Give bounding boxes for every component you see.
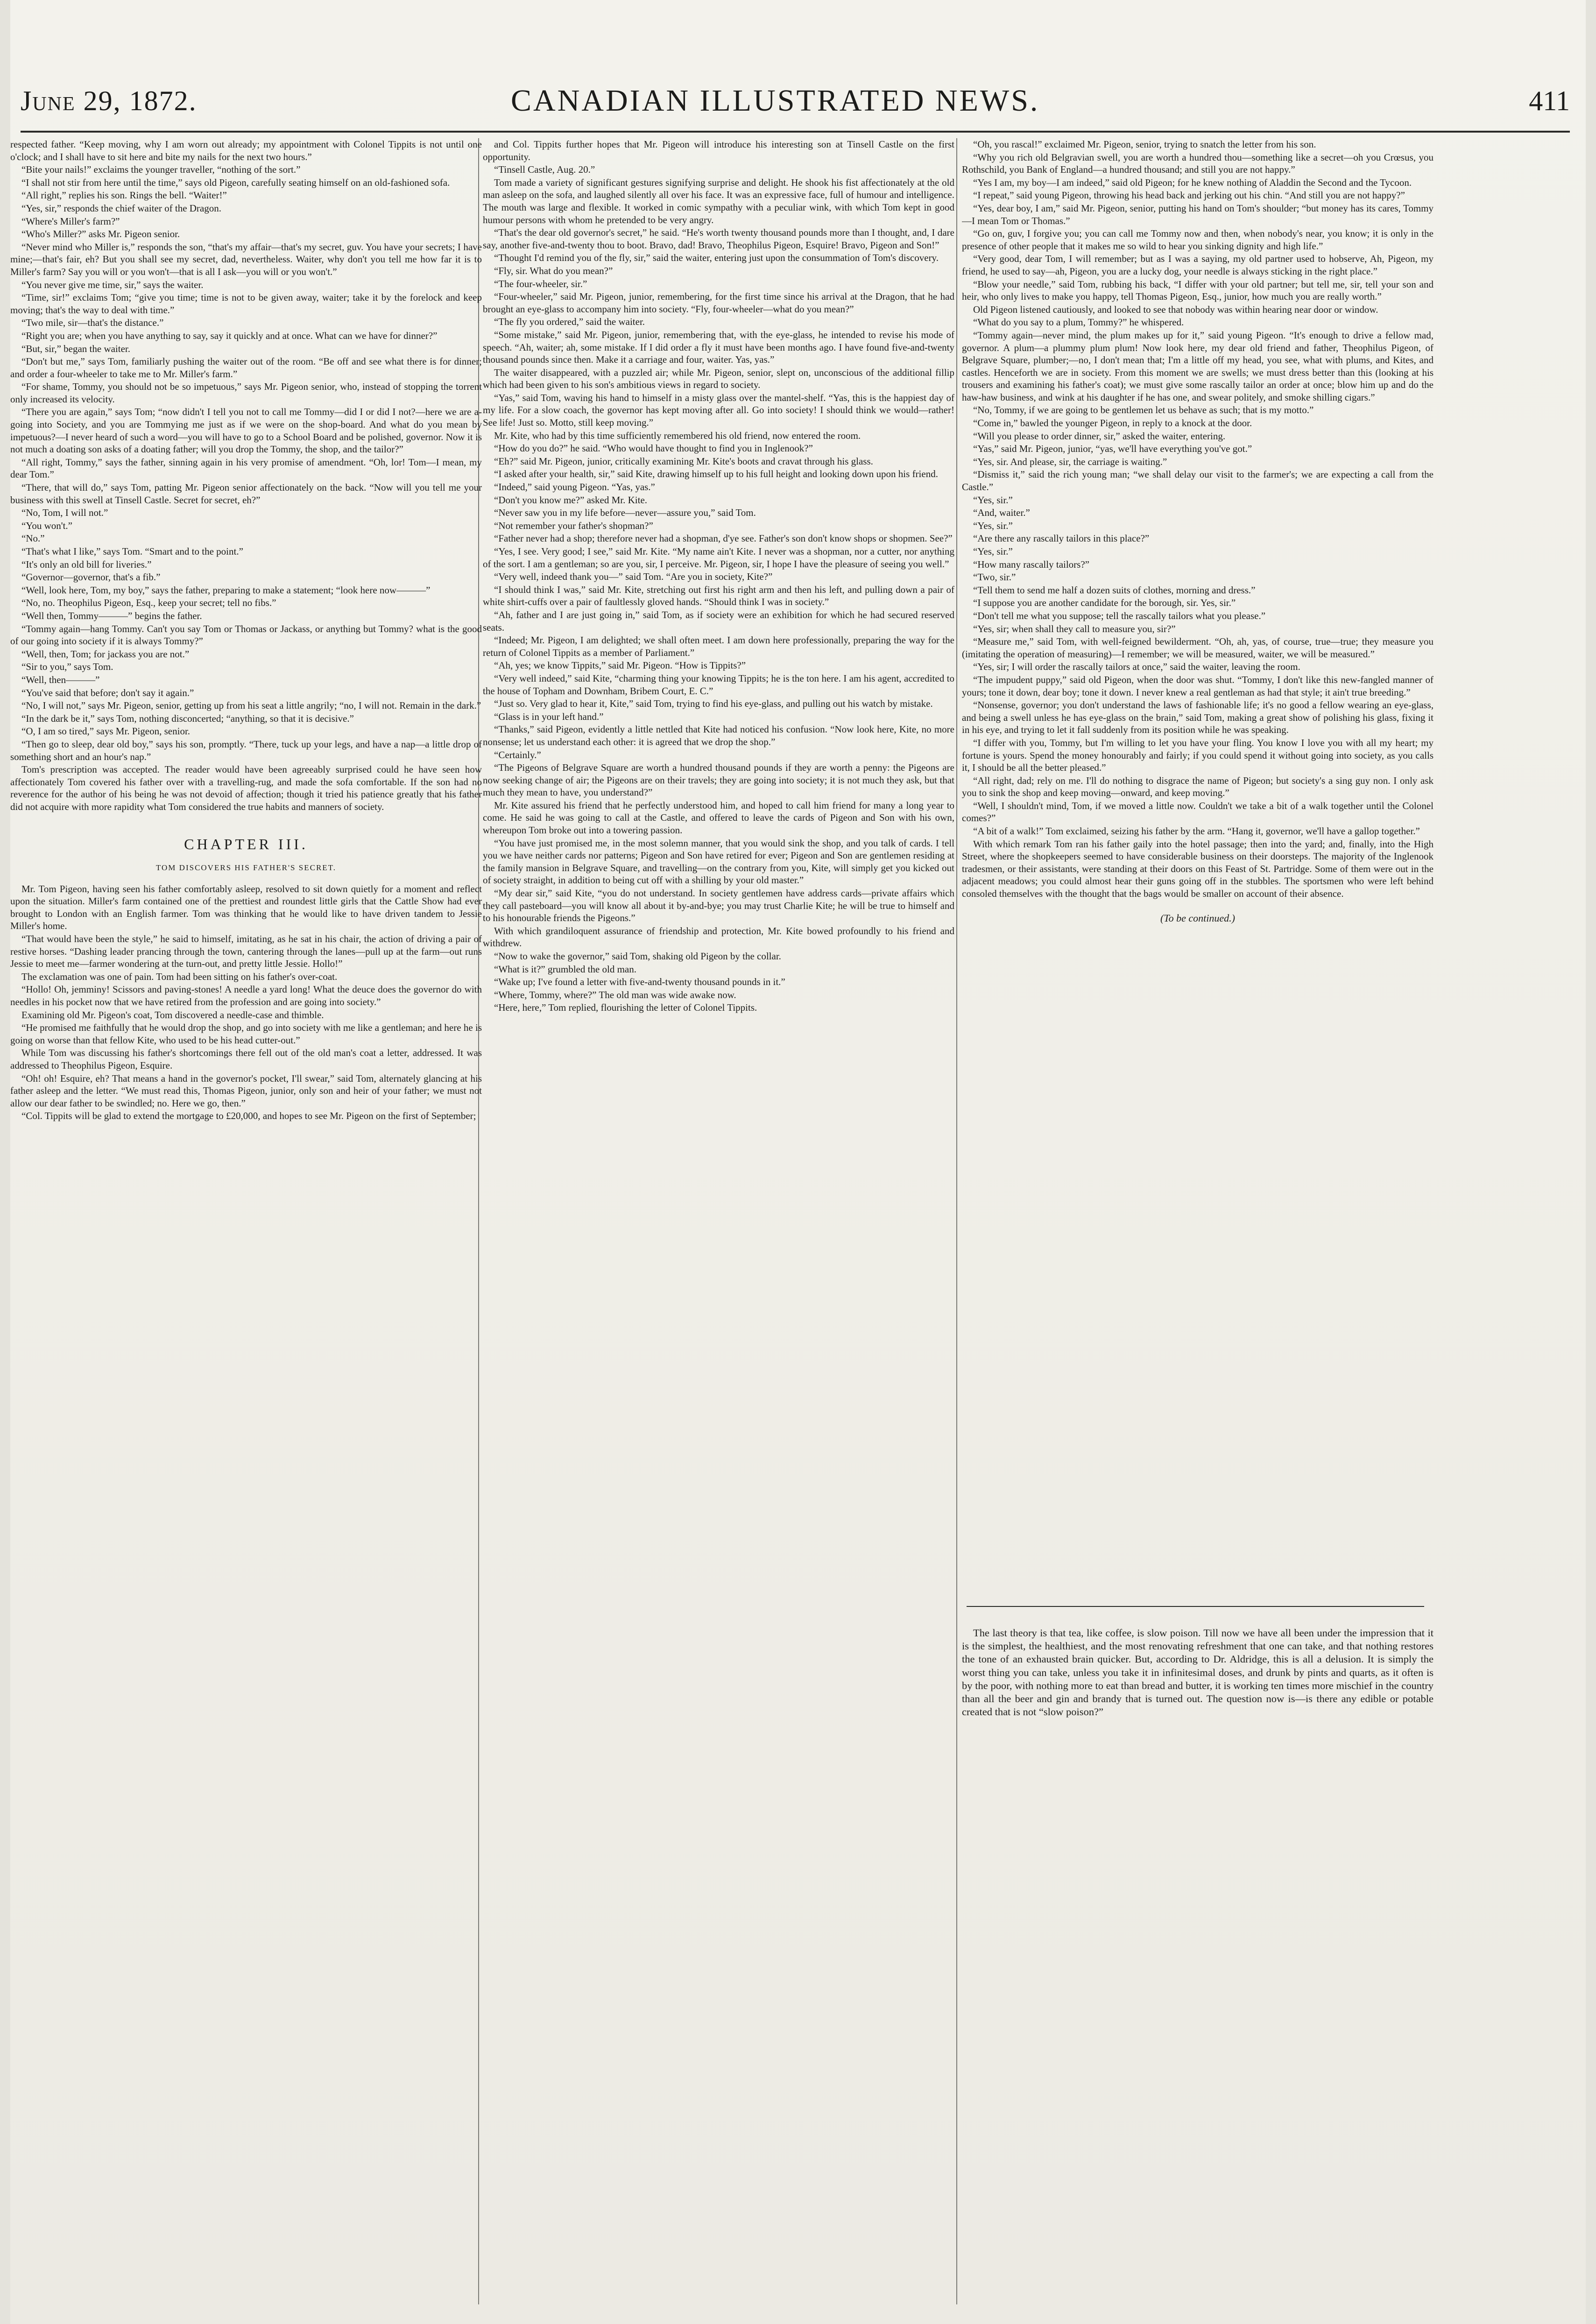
story-paragraph: “I asked after your health, sir,” said Kite, drawing himself up to his full height and looking down upon his friend. — [494, 468, 938, 480]
story-paragraph: “Just so. Very glad to hear it, Kite,” said Tom, trying to find his eye-glass, and pulling out his watch by mistake. — [494, 698, 933, 710]
story-paragraph: With which grandiloquent assurance of friendship and protection, Mr. Kite bowed profoundly to his friend and withdrew. — [483, 925, 954, 949]
story-paragraph: “Very well indeed,” said Kite, “charming thing your knowing Tippits; he is the ton here. I am his agent, accredited to the house of Topham and Downham, Bribem Court, E. C.” — [483, 672, 954, 697]
story-paragraph: “Hollo! Oh, jemminy! Scissors and paving-stones! A needle a yard long! What the deuce does the governor do with needles in his pocket now that we have retired from the profession and are going into society.” — [10, 984, 482, 1007]
header-rule — [21, 131, 1570, 133]
story-paragraph: “I should think I was,” said Mr. Kite, stretching out first his right arm and then his left, and pulling down a pair of white shirt-cuffs over a pair of faultlessly gloved hands. “Should think I was in society.” — [483, 584, 954, 608]
story-paragraph: “Well then, Tommy———” begins the father. — [21, 610, 202, 621]
story-paragraph: “But, sir,” began the waiter. — [21, 343, 130, 354]
story-paragraph: “It's only an old bill for liveries.” — [21, 558, 152, 570]
story-paragraph: “Yes, sir; when shall they call to measure you, sir?” — [973, 623, 1176, 634]
column-1 — [10, 138, 482, 2304]
story-paragraph: “Come in,” bawled the younger Pigeon, in reply to a knock at the door. — [973, 417, 1252, 429]
column-2 — [483, 138, 954, 2304]
story-paragraph: “I shall not stir from here until the time,” says old Pigeon, carefully seating himself on an old-fashioned sofa. — [21, 176, 450, 188]
story-paragraph: “Never mind who Miller is,” responds the son, “that's my affair—that's my secret, guv. You have your secrets; I have mine;—that's fair, eh? But you shall see my secret, dad, nevertheless. Waiter, why don't you tell me how far it is to Miller's farm? Say you will or you won't—that is all I ask—you will or you won't.” — [10, 241, 482, 277]
story-paragraph: “O, I am so tired,” says Mr. Pigeon, senior. — [21, 725, 191, 737]
story-paragraph: “Yes, dear boy, I am,” said Mr. Pigeon, senior, putting his hand on Tom's shoulder; “but money has its cares, Tommy—I mean Tom or Thomas.” — [962, 202, 1434, 226]
story-paragraph: “Oh, you rascal!” exclaimed Mr. Pigeon, senior, trying to snatch the letter from his son. — [973, 139, 1316, 150]
story-paragraph: “There, that will do,” says Tom, patting Mr. Pigeon senior affectionately on the back. “Now will you tell me your business with this swell at Tinsell Castle. Secret for secret, eh?” — [10, 482, 482, 506]
story-paragraph: “I differ with you, Tommy, but I'm willing to let you have your fling. You know I love you with all my heart; my fortune is yours. Spend the money honourably and fairly; if you could spend it without going into society, as you calls it, I should be all the better pleased.” — [962, 737, 1434, 774]
story-paragraph: “That would have been the style,” he said to himself, imitating, as he sat in his chair, the action of driving a pair of restive horses. “Dashing leader prancing through the town, cantering through the lanes—pull up at the farm—out runs Jessie to meet me—farmer wondering at the turn-out, and pretty little Jessie. Hollo!” — [10, 933, 482, 970]
story-paragraph: “What is it?” grumbled the old man. — [494, 963, 636, 975]
story-paragraph-list — [10, 138, 482, 813]
column-divider — [956, 138, 957, 2304]
story-paragraph: “Not remember your father's shopman?” — [494, 520, 653, 531]
story-paragraph: “Well, look here, Tom, my boy,” says the father, preparing to make a statement; “look here now———” — [21, 584, 431, 596]
story-paragraph: “Yes I am, my boy—I am indeed,” said old Pigeon; for he knew nothing of Aladdin the Second and the Tycoon. — [973, 176, 1412, 188]
story-paragraph: “The four-wheeler, sir.” — [494, 278, 587, 289]
story-paragraph: “Measure me,” said Tom, with well-feigned bewilderment. “Oh, ah, yas, of course, true—true; they measure you (imitating the operation of measuring)—I remember; we will be measured, waiter, we will be measured.” — [962, 636, 1434, 660]
story-paragraph: “Yes, sir.” — [973, 494, 1013, 506]
story-paragraph: “Yes, sir.” — [973, 546, 1013, 557]
story-paragraph: “Oh! oh! Esquire, eh? That means a hand in the governor's pocket, I'll swear,” said Tom, alternately glancing at his father asleep and the letter. “We must read this, Thomas Pigeon, junior, only son and heir of your father; we must not allow our dear father to be swindled; no. Here we go, then.” — [10, 1072, 482, 1109]
story-paragraph: “Right you are; when you have anything to say, say it quickly and at once. What can we have for dinner?” — [21, 330, 438, 341]
right-page-edge — [1586, 0, 1596, 2324]
story-paragraph: and Col. Tippits further hopes that Mr. Pigeon will introduce his interesting son at Tinsell Castle on the first opportunity. — [483, 139, 954, 162]
story-paragraph: “No, no. Theophilus Pigeon, Esq., keep your secret; tell no fibs.” — [21, 597, 276, 609]
page-header — [21, 78, 1570, 123]
tea-article — [962, 1627, 1434, 2205]
story-paragraph: “Don't but me,” says Tom, familiarly pushing the waiter out of the room. “Be off and see what there is for dinner; and order a four-wheeler to take me to Mr. Miller's farm.” — [10, 356, 482, 380]
story-paragraph: “Father never had a shop; therefore never had a shopman, d'ye see. Father's son don't know shops or shopmen. See?” — [494, 533, 953, 544]
story-paragraph: Mr. Kite, who had by this time sufficiently remembered his old friend, now entered the room. — [494, 430, 861, 441]
story-paragraph: “Go on, guv, I forgive you; you can call me Tommy now and then, when nobody's near, you know; it is only in the presence of other people that it makes me so wild to hear you sinking dignity and high life.” — [962, 228, 1434, 252]
story-paragraph: “Here, here,” Tom replied, flourishing the letter of Colonel Tippits. — [494, 1002, 757, 1014]
story-paragraph: “Tommy again—hang Tommy. Can't you say Tom or Thomas or Jackass, or anything but Tommy? what is the good of our going into society if it is always Tommy?” — [10, 623, 482, 647]
story-paragraph: “No, I will not,” says Mr. Pigeon, senior, getting up from his seat a little angrily; “no, I will not. Remain in the dark.” — [21, 700, 481, 711]
story-paragraph: “Yes, I see. Very good; I see,” said Mr. Kite. “My name ain't Kite. I never was a shopman, nor a cutter, nor anything of the sort. I am a gentleman; so are you, sir, I perceive. Mr. Pigeon, sir, I hope I have the pleasure of seeing you well.” — [483, 546, 954, 570]
story-paragraph: “The fly you ordered,” said the waiter. — [494, 316, 645, 328]
story-paragraph: With which remark Tom ran his father gaily into the hotel passage; then into the yard; and, finally, into the High Street, where the shopkeepers seemed to have considerable business on their doorsteps. The majority of the Inglenook tradesmen, or their assistants, were standing at their doors on this Feast of St. Partridge. Some of them were out in the adjacent meadows; you could almost hear their guns going off in the stubbles. The sportsmen who were left behind consoled themselves with the thought that the bags would be smaller on account of their absence. — [962, 838, 1434, 900]
story-paragraph: The waiter disappeared, with a puzzled air; while Mr. Pigeon, senior, slept on, unconscious of the additional fillip which had been given to his son's ambitious views in regard to society. — [483, 366, 954, 391]
story-paragraph: “In the dark be it,” says Tom, nothing disconcerted; “anything, so that it is decisive.” — [21, 712, 354, 724]
story-paragraph: “Time, sir!” exclaims Tom; “give you time; time is not to be given away, waiter; take it by the forelock and keep moving; that's the way to deal with time.” — [10, 292, 482, 316]
chapter-subheading: TOM DISCOVERS HIS FATHER'S SECRET. — [155, 863, 337, 873]
story-paragraph: “That's the dear old governor's secret,” he said. “He's worth twenty thousand pounds more than I thought, and, I dare say, another five-and-twenty thou to boot. Bravo, dad! Bravo, Theophilus Pigeon, Esquire! Bravo, Pigeon and Son!” — [483, 227, 954, 251]
story-paragraph: “Yes, sir,” responds the chief waiter of the Dragon. — [21, 202, 221, 214]
story-paragraph: “Some mistake,” said Mr. Pigeon, junior, remembering that, with the eye-glass, he intended to revise his mode of speech. “Ah, waiter; ah, some mistake. If I did order a fly it must have been months ago. I have found five-and-twenty thousand pounds since then. Make it a carriage and four, waiter. Yas, yas.” — [483, 329, 954, 366]
story-paragraph: “Governor—governor, that's a fib.” — [21, 571, 161, 583]
story-paragraph: “No, Tommy, if we are going to be gentlemen let us behave as such; that is my motto.” — [973, 404, 1314, 416]
story-paragraph: “Four-wheeler,” said Mr. Pigeon, junior, remembering, for the first time since his arrival at the Dragon, that he had brought an eye-glass to accompany him into society. “Fly, four-wheeler—what do you mean?” — [483, 291, 954, 315]
story-paragraph: “You won't.” — [21, 520, 72, 531]
story-paragraph: “Will you please to order dinner, sir,” asked the waiter, entering. — [973, 430, 1226, 442]
story-paragraph: “All right, dad; rely on me. I'll do nothing to disgrace the name of Pigeon; but society's a sing guy non. I only ask you to sink the shop and keep moving—onward, and keep moving.” — [962, 775, 1434, 799]
story-paragraph: “You never give me time, sir,” says the waiter. — [21, 279, 204, 290]
story-paragraph: “Glass is in your left hand.” — [494, 711, 604, 722]
story-paragraph: “Thought I'd remind you of the fly, sir,” said the waiter, entering just upon the consummation of Tom's discovery. — [494, 252, 939, 264]
story-paragraph: “Where's Miller's farm?” — [21, 215, 120, 227]
story-paragraph: “All right, Tommy,” says the father, sinning again in his very promise of amendment. “Oh, lor! Tom—I mean, my dear Tom.” — [10, 456, 482, 480]
story-paragraph: “He promised me faithfully that he would drop the shop, and go into society with me like a gentleman; and here he is going on worse than that fellow Kite, who used to be his head cutter-out.” — [10, 1022, 482, 1046]
story-paragraph: “Eh?” said Mr. Pigeon, junior, critically examining Mr. Kite's boots and cravat through his glass. — [494, 455, 873, 467]
story-paragraph: “How many rascally tailors?” — [973, 558, 1089, 570]
story-paragraph: Tom's prescription was accepted. The reader would have been agreeably surprised could he have seen how affectionately Tom covered his father over with a travelling-rug, and made the sofa comfortable. If the son had no reverence for the author of his being he was not devoid of affection; though it tried his patience greatly that his father did not acquire with more rapidity what Tom considered the true habits and manners of society. — [10, 764, 482, 812]
story-paragraph: “A bit of a walk!” Tom exclaimed, seizing his father by the arm. “Hang it, governor, we'll have a gallop together.” — [973, 825, 1420, 837]
story-paragraph: “Ah, yes; we know Tippits,” said Mr. Pigeon. “How is Tippits?” — [494, 660, 746, 671]
story-paragraph: “Indeed,” said young Pigeon. “Yas, yas.” — [494, 481, 655, 493]
story-paragraph: “Two mile, sir—that's the distance.” — [21, 317, 164, 329]
to-be-continued: (To be continued.) — [1160, 912, 1235, 924]
story-paragraph: “How do you do?” he said. “Who would have thought to find you in Inglenook?” — [494, 443, 813, 454]
page-number: 411 — [1529, 85, 1570, 116]
story-paragraph: “Never saw you in my life before—never—assure you,” said Tom. — [494, 507, 756, 519]
left-page-edge — [0, 0, 10, 2324]
story-paragraph: “Who's Miller?” asks Mr. Pigeon senior. — [21, 228, 180, 240]
story-paragraph: “Then go to sleep, dear old boy,” says his son, promptly. “There, tuck up your legs, and have a nap—a little drop of something short and an hour's nap.” — [10, 738, 482, 762]
story-paragraph: “Yes, sir. And please, sir, the carriage is waiting.” — [973, 456, 1167, 467]
story-paragraph: “Thanks,” said Pigeon, evidently a little nettled that Kite had noticed his confusion. “Now look here, Kite, no more nonsense; let us understand each other: it is agreed that we drop the shop.” — [483, 724, 954, 747]
story-paragraph-list — [483, 138, 954, 1014]
story-paragraph: “Two, sir.” — [973, 571, 1016, 583]
story-paragraph: “Yes, sir; I will order the rascally tailors at once,” said the waiter, leaving the room. — [973, 661, 1300, 673]
chapter-heading: CHAPTER III. — [184, 836, 308, 853]
story-paragraph: “Certainly.” — [494, 749, 541, 761]
story-paragraph: “There you are again,” says Tom; “now didn't I tell you not to call me Tommy—did I or did I not?—here we are a-going into Society, and you are Tommying me just as if we were on the shop-board. And what do you mean by impetuous?—I never heard of such a word—you will have to go to a School Board and be polished, governor. Now it is not much a doating son asks of a doating father; will you drop the Tommy, the shop, and the tailor?” — [10, 406, 482, 455]
story-paragraph-list — [962, 138, 1434, 900]
article-paragraph-list — [962, 1627, 1434, 1718]
story-paragraph: The exclamation was one of pain. Tom had been sitting on his father's over-coat. — [21, 971, 338, 982]
story-paragraph: “Indeed; Mr. Pigeon, I am delighted; we shall often meet. I am down here professionally, preparing the way for the return of Colonel Tippits as a member of Parliament.” — [483, 634, 954, 658]
story-paragraph: “Well, then, Tom; for jackass you are not.” — [21, 648, 190, 660]
story-paragraph: “Well, I shouldn't mind, Tom, if we moved a little now. Couldn't we take a bit of a walk together until the Colonel comes?” — [962, 800, 1434, 824]
story-paragraph: Tom made a variety of significant gestures signifying surprise and delight. He shook his fist affectionately at the old man asleep on the sofa, and laughed silently all over his face. It was an expressive face, full of humour and intelligence. The mouth was large and flexible. It worked in comic sympathy with a peculiar wink, with which Tom kept in good humour persons with whom he pretended to be very angry. — [483, 176, 954, 225]
issue-date: June 29, 1872. — [21, 85, 197, 116]
story-paragraph: “Don't you know me?” asked Mr. Kite. — [494, 494, 648, 506]
story-paragraph: “Fly, sir. What do you mean?” — [494, 265, 613, 276]
story-paragraph: Mr. Kite assured his friend that he perfectly understood him, and hoped to call him friend for many a long year to come. He said he was going to call at the Castle, and offered to leave the cards of Pigeon and Son with his own, whereupon Tom broke out into a towering passion. — [483, 799, 954, 836]
article-paragraph: The last theory is that tea, like coffee, is slow poison. Till now we have all been under the impression that it is the simplest, the healthiest, and the most renovating refreshment that one can take, and that nothing restores the tone of an exhausted brain quicker. But, according to Dr. Aldridge, this is all a delusion. It is simply the worst thing you can take, unless you take it in infinitesimal doses, and drunk by pints and quarts, as it often is by the poor, with nothing more to eat than bread and butter, it is working ten times more mischief in the country than all the beer and gin and brandy that is turned out. The question now is—is there any edible or potable created that is not “slow poison?” — [962, 1627, 1434, 1718]
story-paragraph-list — [10, 883, 482, 1122]
story-paragraph: “Nonsense, governor; you don't understand the laws of fashionable life; it's no good a fellow wearing an eye-glass, and being a swell unless he has eye-glass on the brain,” said Tom, making a great show of polishing his glass, fixing it in his eye, and trying to let it fall suddenly from its position while he was speaking. — [962, 699, 1434, 736]
story-paragraph: “Tommy again—never mind, the plum makes up for it,” said young Pigeon. “It's enough to drive a fellow mad, governor. A plum—a plummy plum plum! Now look here, my dear old friend and father, Theophilus Pigeon, of Belgrave Square, plumber;—no, I don't mean that; I'm a little off my head, you see, what with plums, and Kites, and castles. Henceforth we are in society. From this moment we are swells; we must dress better than this (looking at his trousers and examining his father's coat); we must give some rascally tailor an order at once; blow him up and do the haw-haw business, and wink at his daughter if he has one, and swear politely, and smoke shilling cigars.” — [962, 329, 1434, 403]
story-paragraph: “Are there any rascally tailors in this place?” — [973, 533, 1150, 544]
story-paragraph: “Ah, father and I are just going in,” said Tom, as if society were an exhibition for which he had secured reserved seats. — [483, 609, 954, 633]
story-paragraph: “No.” — [21, 533, 45, 544]
story-paragraph: “Yes, sir.” — [973, 520, 1013, 531]
story-paragraph: “Yas,” said Tom, waving his hand to himself in a misty glass over the mantel-shelf. “Yas, this is the happiest day of my life. For a slow coach, the governor has kept moving after all. Go into society! I should think we would—rather! See life! Just so. Motto, still keep moving.” — [483, 392, 954, 429]
story-paragraph: “Sir to you,” says Tom. — [21, 661, 113, 673]
story-paragraph: “And, waiter.” — [973, 507, 1030, 519]
story-paragraph: “Very good, dear Tom, I will remember; but as I was a saying, my old partner used to hobserve, Ah, Pigeon, my friend, he used to say—ah, Pigeon, you are a lucky dog, your needle is always sticking in the right place.” — [962, 253, 1434, 277]
story-paragraph: “Dismiss it,” said the rich young man; “we shall delay our visit to the farmer's; we are expecting a call from the Castle.” — [962, 469, 1434, 493]
story-paragraph: “That's what I like,” says Tom. “Smart and to the point.” — [21, 546, 243, 557]
story-paragraph: “Bite your nails!” exclaims the younger traveller, “nothing of the sort.” — [21, 164, 301, 176]
story-paragraph: “Wake up; I've found a letter with five-and-twenty thousand pounds in it.” — [494, 976, 785, 988]
story-paragraph: “Don't tell me what you suppose; tell the rascally tailors what you please.” — [973, 610, 1266, 621]
story-paragraph: “For shame, Tommy, you should not be so impetuous,” says Mr. Pigeon senior, who, instead of stopping the torrent only increased its velocity. — [10, 381, 482, 405]
story-paragraph: “No, Tom, I will not.” — [21, 507, 108, 519]
story-paragraph: “Yas,” said Mr. Pigeon, junior, “yas, we'll have everything you've got.” — [973, 443, 1252, 455]
story-paragraph: “You've said that before; don't say it again.” — [21, 687, 194, 698]
story-paragraph: Examining old Mr. Pigeon's coat, Tom discovered a needle-case and thimble. — [21, 1009, 324, 1021]
story-paragraph: “You have just promised me, in the most solemn manner, that you would sink the shop, and you talk of cards. I tell you we have neither cards nor patterns; Pigeon and Son have retired for ever; Pigeon and Son are gentlemen residing at the family mansion in Belgrave Square, and travelling—on the contrary from you, Kite, will simply get you kicked out of society straight, in addition to being cut off with a shilling by your old master.” — [483, 837, 954, 886]
story-paragraph: “I suppose you are another candidate for the borough, sir. Yes, sir.” — [973, 597, 1236, 609]
story-paragraph: “Blow your needle,” said Tom, rubbing his back, “I differ with your old partner; but tell me, sir, tell your son and heir, who only lives to make you happy, tell Thomas Pigeon, Esq., junior, how much you are really worth.” — [962, 278, 1434, 303]
story-paragraph: Old Pigeon listened cautiously, and looked to see that nobody was within hearing near door or window. — [973, 303, 1378, 315]
story-paragraph: “Where, Tommy, where?” The old man was wide awake now. — [494, 989, 736, 1000]
story-paragraph: “Tinsell Castle, Aug. 20.” — [494, 164, 595, 176]
story-paragraph: “What do you say to a plum, Tommy?” he whispered. — [973, 317, 1184, 328]
story-paragraph: “Tell them to send me half a dozen suits of clothes, morning and dress.” — [973, 584, 1256, 596]
story-paragraph: “Very well, indeed thank you—” said Tom. “Are you in society, Kite?” — [494, 571, 773, 583]
story-paragraph: “Well, then———” — [21, 674, 100, 685]
story-paragraph: “The Pigeons of Belgrave Square are worth a hundred thousand pounds if they are worth a penny: the Pigeons are now seeking change of air; the Pigeons are on their travels; they are going into society; it is not much they ask, but that much they mean to have, you understand?” — [483, 762, 954, 798]
story-paragraph: “Now to wake the governor,” said Tom, shaking old Pigeon by the collar. — [494, 951, 781, 962]
story-paragraph: “All right,” replies his son. Rings the bell. “Waiter!” — [21, 190, 227, 201]
story-paragraph: respected father. “Keep moving, why I am worn out already; my appointment with Colonel Tippits is not until one o'clock; and I shall have to sit here and bite my nails for the next two hours.” — [10, 139, 482, 162]
section-divider — [967, 1606, 1424, 1607]
story-paragraph: “The impudent puppy,” said old Pigeon, when the door was shut. “Tommy, I don't like this new-fangled manner of yours; tone it down, dear boy; tone it down. I never knew a real gentleman as had that style; it ain't true breeding.” — [962, 674, 1434, 698]
story-paragraph: “My dear sir,” said Kite, “you do not understand. In society gentlemen have address cards—private affairs which they call pasteboard—you will know all about it by-and-bye; you may trust Charlie Kite; he will be true to himself and to his honourable friends the Pigeons.” — [483, 887, 954, 924]
story-paragraph: While Tom was discussing his father's shortcomings there fell out of the old man's coat a letter, addressed. It was addressed to Theophilus Pigeon, Esquire. — [10, 1047, 482, 1071]
column-3 — [962, 138, 1434, 1555]
story-paragraph: “Why you rich old Belgravian swell, you are worth a hundred thou—something like a secret—oh you Crœsus, you Rothschild, you Bank of England—a hundred thousand; and still you are not happy.” — [962, 151, 1434, 176]
story-paragraph: “Col. Tippits will be glad to extend the mortgage to £20,000, and hopes to see Mr. Pigeon on the first of September; — [21, 1110, 476, 1122]
story-paragraph: “I repeat,” said young Pigeon, throwing his head back and jerking out his chin. “And still you are not happy?” — [973, 190, 1405, 201]
story-paragraph: Mr. Tom Pigeon, having seen his father comfortably asleep, resolved to sit down quietly for a moment and reflect upon the situation. Miller's farm contained one of the prettiest and roundest little girls that the Cattle Show had ever brought to London with an English farmer. Tom was thinking that he would like to have driven tandem to Jessie Miller's home. — [10, 883, 482, 932]
masthead-title: CANADIAN ILLUSTRATED NEWS. — [511, 84, 1040, 118]
